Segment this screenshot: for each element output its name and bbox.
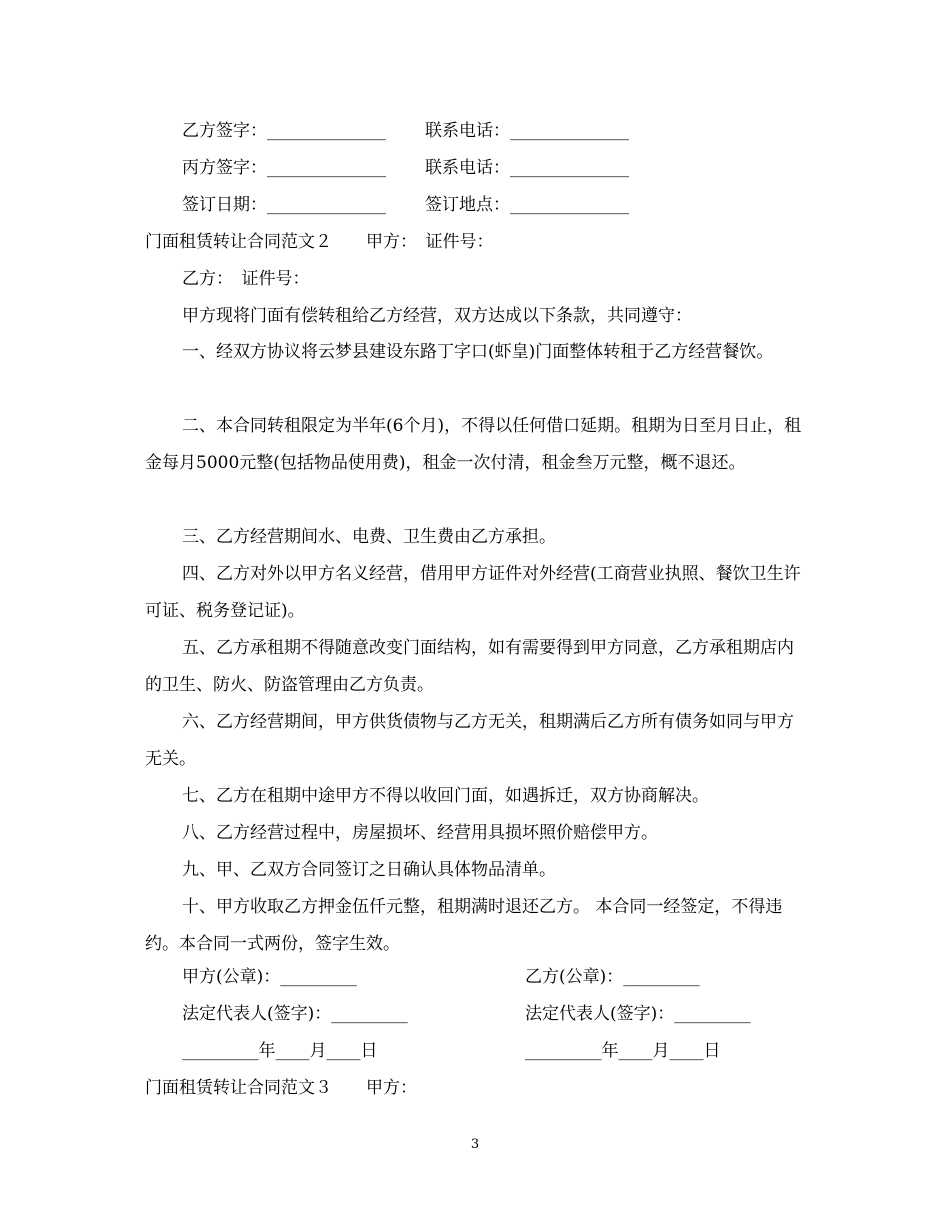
contract-3-heading: 门面租赁转让合同范文３ 甲方：: [145, 1078, 417, 1098]
sig-b-phone: 联系电话：______________: [425, 121, 629, 141]
party-b-seal: 乙方(公章)：_________: [525, 967, 700, 987]
clause-8: 八、乙方经营过程中，房屋损坏、经营用具损坏照价赔偿甲方。: [182, 823, 658, 843]
clause-10: 十、甲方收取乙方押金伍仟元整，租期满时退还乙方。 本合同一经签定，不得违约。本合同一式两份，签字生效。: [145, 897, 783, 954]
sign-place: 签订地点：______________: [425, 195, 629, 215]
contract-2-heading: 门面租赁转让合同范文２ 甲方： 证件号：: [145, 232, 494, 252]
sig-c-phone: 联系电话：______________: [425, 158, 629, 178]
party-a-date: _________年____月____日: [182, 1041, 378, 1061]
clause-5: 五、乙方承租期不得随意改变门面结构，如有需要得到甲方同意，乙方承租期店内的卫生、防火、防盗管理由乙方负责。: [145, 638, 794, 695]
party-b-date: _________年____月____日: [525, 1041, 721, 1061]
clause-9: 九、甲、乙双方合同签订之日确认具体物品清单。: [182, 860, 556, 880]
party-b-line: 乙方： 证件号：: [182, 269, 310, 289]
intro-paragraph: 甲方现将门面有偿转租给乙方经营，双方达成以下条款，共同遵守：: [182, 306, 692, 326]
sign-date: 签订日期：______________: [182, 195, 386, 215]
party-a-legal-rep: 法定代表人(签字)：_________: [182, 1004, 408, 1024]
party-a-seal: 甲方(公章)：_________: [182, 967, 357, 987]
clause-6: 六、乙方经营期间，甲方供货债物与乙方无关，租期满后乙方所有债务如同与甲方无关。: [145, 712, 794, 769]
clause-7: 七、乙方在租期中途甲方不得以收回门面，如遇拆迁，双方协商解决。: [182, 786, 709, 806]
party-b-legal-rep: 法定代表人(签字)：_________: [525, 1004, 751, 1024]
clause-1: 一、经双方协议将云梦县建设东路丁字口(虾皇)门面整体转租于乙方经营餐饮。: [182, 342, 774, 362]
sig-c-label: 丙方签字：______________: [182, 158, 386, 178]
clause-3: 三、乙方经营期间水、电费、卫生费由乙方承担。: [182, 527, 556, 547]
clause-4: 四、乙方对外以甲方名义经营，借用甲方证件对外经营(工商营业执照、餐饮卫生许可证、税务登记证)。: [145, 564, 801, 621]
page-number: 3: [470, 1137, 480, 1152]
clause-2: 二、本合同转租限定为半年(6个月)，不得以任何借口延期。租期为日至月日止，租金每月5000元整(包括物品使用费)，租金一次付清，租金叁万元整，概不退还。: [145, 416, 802, 473]
sig-b-label: 乙方签字：______________: [182, 121, 386, 141]
